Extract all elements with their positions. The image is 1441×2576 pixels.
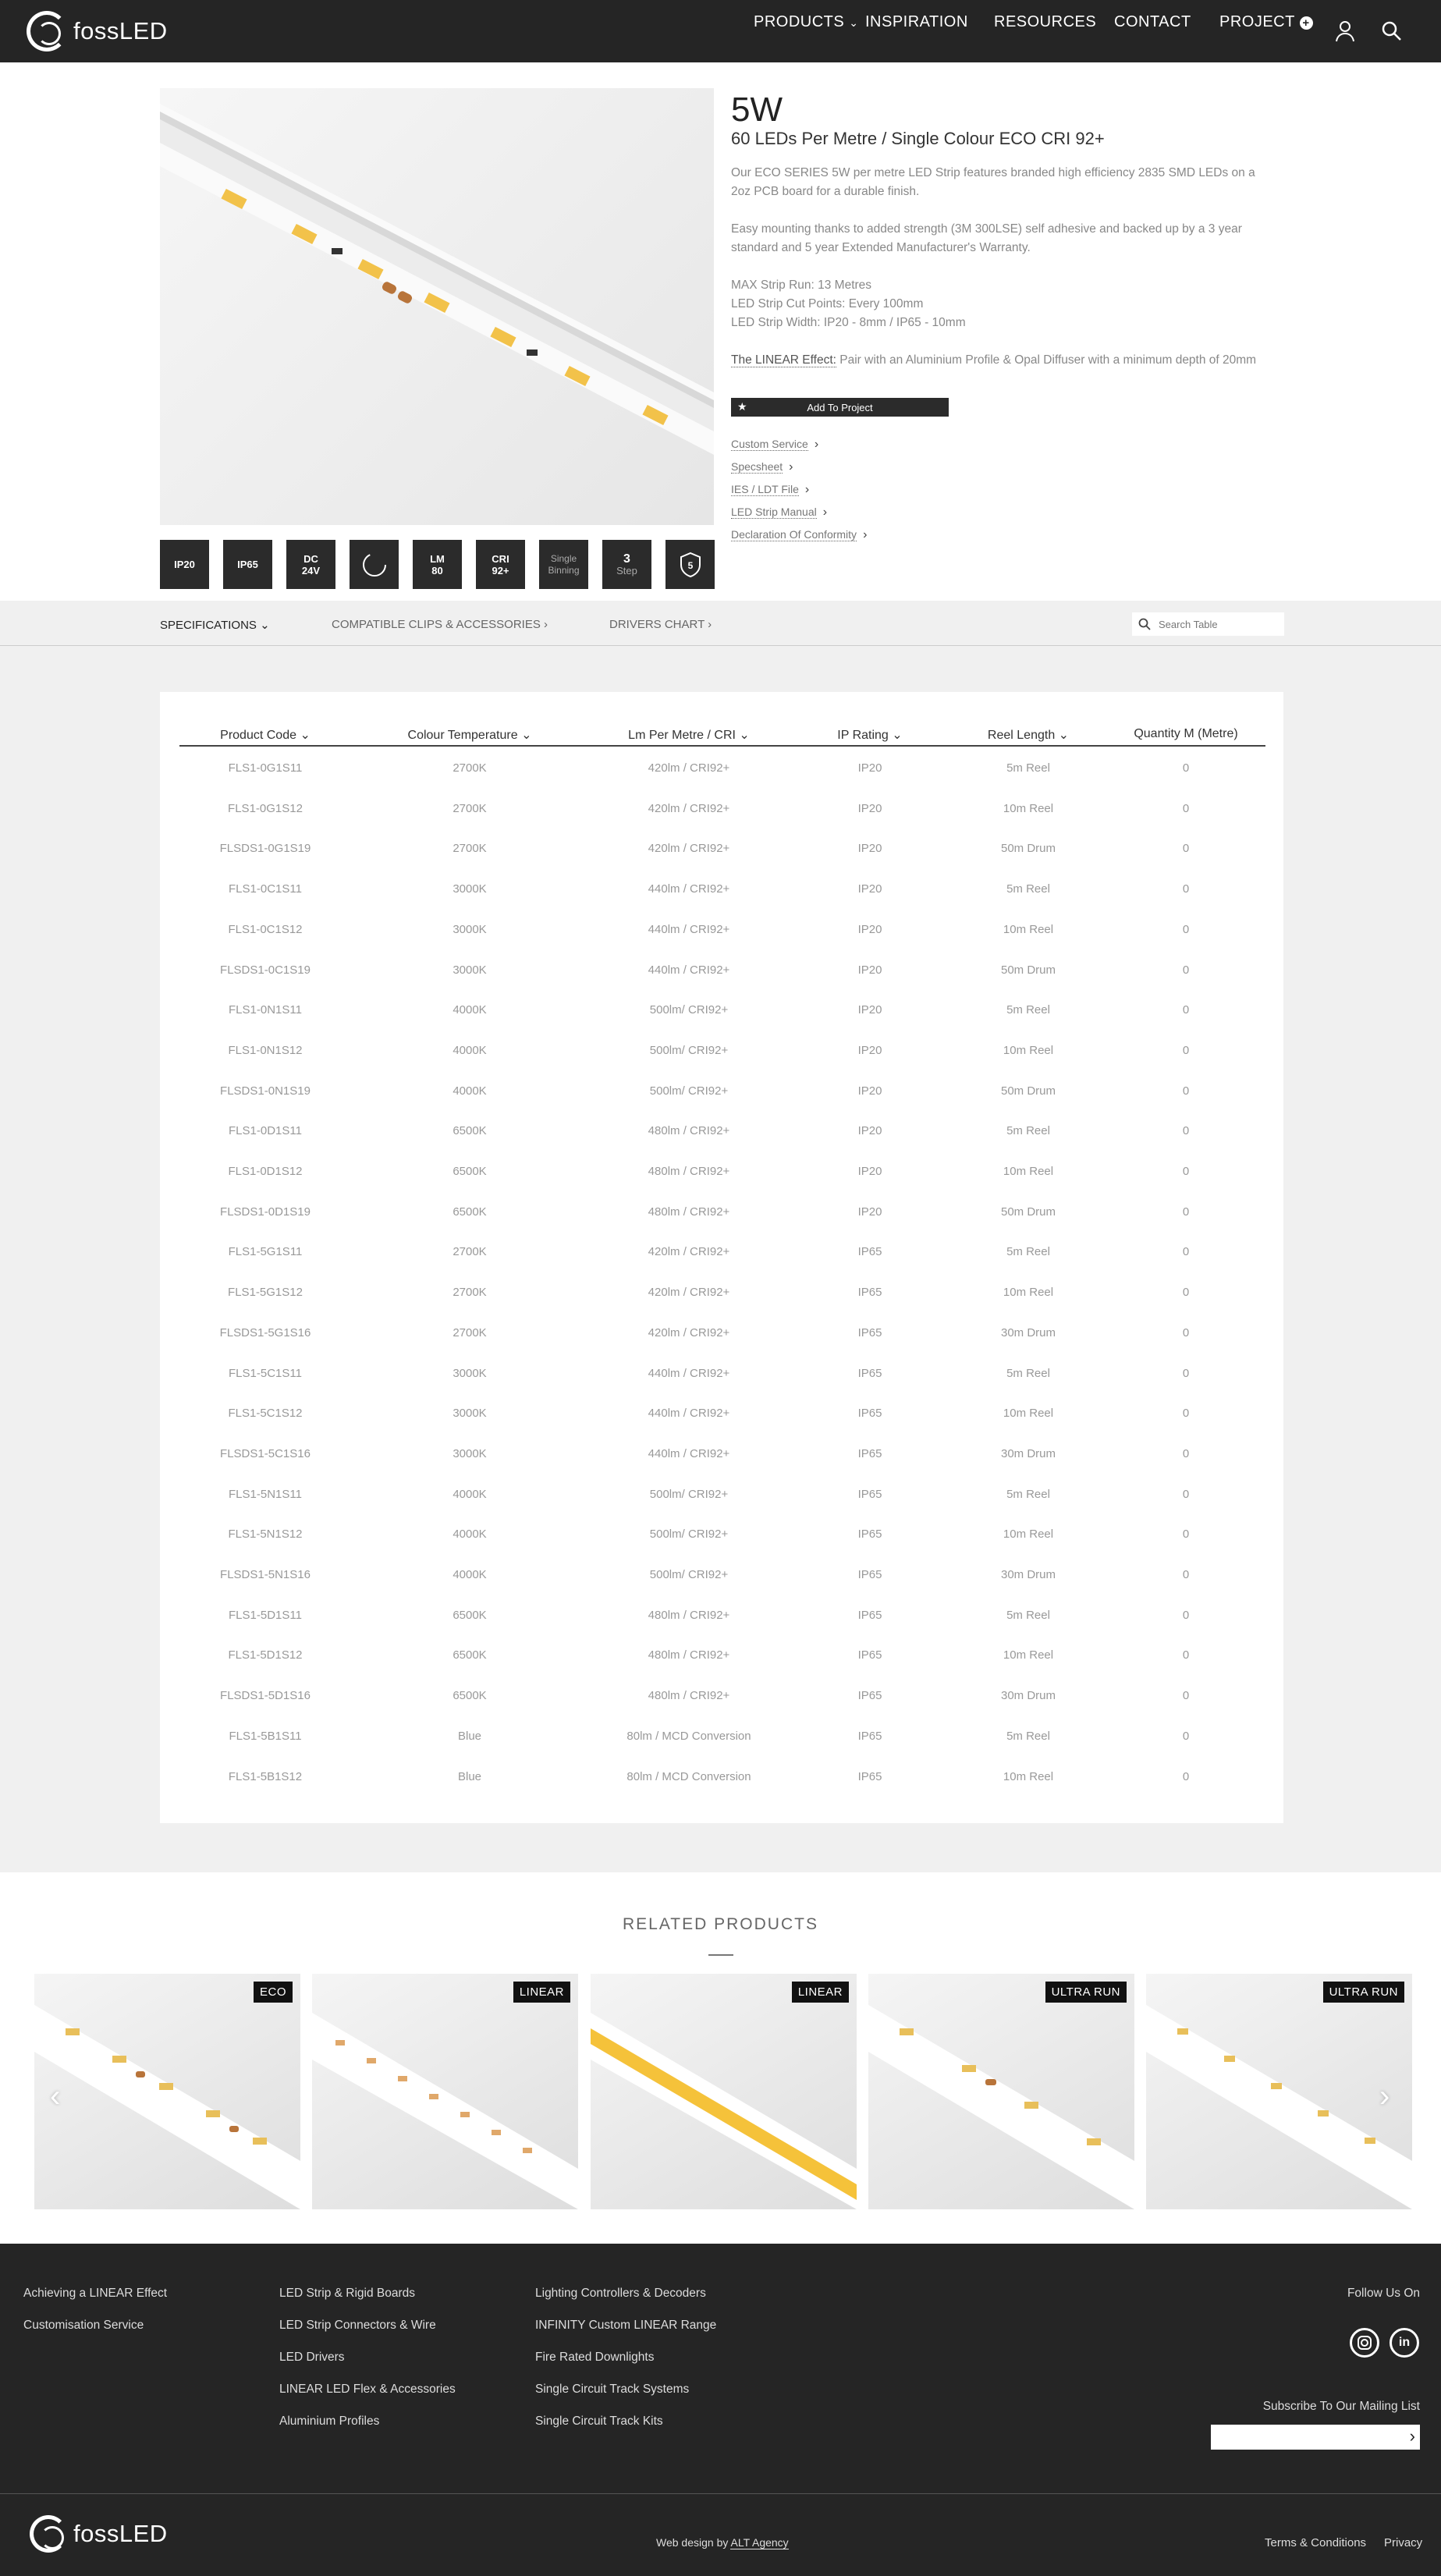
badge-dc24v: DC 24V [286,540,335,589]
badge-dimmable [350,540,399,589]
table-cell: FLS1-5D1S12 [228,1648,303,1662]
table-cell[interactable]: 0 [1182,1446,1190,1460]
table-cell: 50m Drum [1000,1084,1056,1098]
user-icon[interactable] [1333,19,1358,44]
table-cell: 80lm / MCD Conversion [626,1729,751,1743]
linkedin-icon[interactable]: in [1390,2328,1419,2358]
table-cell: IP20 [857,882,882,896]
table-row [179,747,1265,788]
carousel-next-icon[interactable]: › [1379,2079,1390,2113]
table-cell[interactable]: 0 [1182,1769,1190,1783]
description-paragraph: Our ECO SERIES 5W per metre LED Strip features branded high efficiency 2835 SMD LEDs on a 2oz PCB board for a durable finish. [731,166,1255,198]
table-cell[interactable]: 0 [1182,1245,1190,1259]
related-card[interactable] [868,1974,1134,2209]
link-led-strip-manual[interactable]: LED Strip Manual › [731,505,828,519]
table-cell: FLS1-5C1S12 [228,1407,303,1421]
table-cell[interactable]: 0 [1182,761,1190,775]
table-cell: IP65 [857,1446,882,1460]
footer-link[interactable]: Single Circuit Track Kits [535,2415,663,2428]
card-tag: ULTRA RUN [1323,1982,1404,2003]
table-cell: 30m Drum [1000,1325,1056,1339]
table-cell: FLS1-0D1S11 [229,1124,302,1138]
table-cell: 420lm / CRI92+ [648,842,730,856]
table-cell: FLSDS1-5N1S16 [220,1568,311,1581]
table-row [179,1634,1265,1675]
table-cell: 440lm / CRI92+ [648,922,730,936]
table-row [179,1030,1265,1070]
badge-ip65: IP65 [223,540,272,589]
table-cell: IP20 [857,842,882,856]
footer-link[interactable]: Achieving a LINEAR Effect [23,2287,168,2300]
related-card[interactable] [312,1974,578,2209]
table-cell: IP20 [857,1205,882,1219]
table-cell: 4000K [453,1084,487,1098]
add-to-project-button[interactable]: ★ Add To Project [731,398,949,417]
table-cell: 10m Reel [1003,1165,1054,1178]
spec-max-run: MAX Strip Run: 13 Metres [731,279,872,292]
table-cell: 4000K [453,1043,487,1057]
table-cell: 2700K [453,1325,487,1339]
col-ip-rating[interactable]: IP Rating ⌄ [837,729,903,742]
table-cell: FLS1-5G1S11 [228,1245,303,1259]
table-row [179,1433,1265,1474]
dimmer-icon [360,551,389,579]
table-cell: 440lm / CRI92+ [648,882,730,896]
table-cell[interactable]: 0 [1182,1205,1190,1219]
chevron-down-icon: ⌄ [849,16,859,29]
table-cell: FLSDS1-0N1S19 [220,1084,311,1098]
linear-effect-link[interactable]: The LINEAR Effect: [731,353,836,367]
table-cell: 6500K [453,1124,487,1138]
svg-text:5: 5 [687,559,693,571]
table-cell: 10m Reel [1003,1528,1054,1542]
footer-link[interactable]: Single Circuit Track Systems [535,2383,690,2396]
web-design-credit: Web design by ALT Agency [656,2536,789,2549]
terms-link[interactable]: Terms & Conditions [1265,2536,1367,2549]
footer-logo[interactable]: fossLED [30,2515,168,2553]
table-cell: FLS1-5D1S11 [229,1608,302,1622]
table-cell: IP20 [857,1124,882,1138]
footer-link[interactable]: LED Drivers [279,2351,345,2364]
logo-mark [27,11,67,51]
table-cell: IP20 [857,1043,882,1057]
plus-icon: + [1300,16,1313,30]
table-row [179,1595,1265,1635]
table-cell: 440lm / CRI92+ [648,1366,730,1380]
table-cell: FLS1-0N1S11 [229,1003,302,1017]
table-cell[interactable]: 0 [1182,1084,1190,1098]
table-row [179,1756,1265,1797]
related-products [0,1872,1441,2244]
table-row [179,788,1265,829]
table-cell[interactable]: 0 [1182,1325,1190,1339]
brand-name: fossLED [73,17,168,44]
table-cell: IP20 [857,761,882,775]
table-cell: 4000K [453,1487,487,1501]
table-cell: IP65 [857,1769,882,1783]
table-cell: FLS1-0G1S12 [228,801,303,815]
product-title: 5W [731,90,783,129]
link-declaration-of-conformity[interactable]: Declaration Of Conformity › [731,527,868,541]
table-cell: 4000K [453,1568,487,1581]
table-cell: IP20 [857,1084,882,1098]
chevron-right-icon: › [544,618,548,631]
table-cell: 3000K [453,882,487,896]
table-cell: IP20 [857,1165,882,1178]
footer-link[interactable]: LED Strip Connectors & Wire [279,2319,436,2332]
table-cell: 6500K [453,1648,487,1662]
table-cell: IP65 [857,1286,882,1300]
related-card[interactable] [1146,1974,1412,2209]
table-cell[interactable]: 0 [1182,1407,1190,1421]
table-cell: 3000K [453,922,487,936]
table-cell: 440lm / CRI92+ [648,1407,730,1421]
table-cell: IP20 [857,922,882,936]
search-icon [1138,618,1151,630]
card-tag: LINEAR [792,1982,849,2003]
table-cell: 440lm / CRI92+ [648,963,730,977]
footer-col-guides [23,2287,167,2351]
table-cell: FLS1-0N1S12 [228,1043,303,1057]
table-cell: 50m Drum [1000,842,1056,856]
table-cell[interactable]: 0 [1182,922,1190,936]
table-cell[interactable]: 0 [1182,1366,1190,1380]
footer-link[interactable]: LED Strip & Rigid Boards [279,2287,416,2300]
spec-cut-points: LED Strip Cut Points: Every 100mm [731,297,924,310]
table-cell: 440lm / CRI92+ [648,1446,730,1460]
resource-links [731,433,867,546]
table-cell: FLS1-0D1S12 [228,1165,303,1178]
carousel-prev-icon[interactable]: ‹ [50,2079,61,2113]
table-cell: IP65 [857,1729,882,1743]
search-icon[interactable] [1379,19,1404,44]
table-cell: 480lm / CRI92+ [648,1165,730,1178]
table-cell: 2700K [453,761,487,775]
nav-contact[interactable]: CONTACT [1114,12,1191,30]
table-cell[interactable]: 0 [1182,1124,1190,1138]
table-search-input[interactable]: Search Table [1132,612,1284,636]
table-cell: 500lm/ CRI92+ [649,1568,729,1581]
table-cell: 500lm/ CRI92+ [649,1043,729,1057]
product-description [731,164,1277,370]
table-cell: 5m Reel [1006,1487,1050,1501]
subscribe-label: Subscribe To Our Mailing List [1262,2400,1420,2413]
table-cell: FLS1-0C1S12 [228,922,303,936]
chevron-right-icon: › [814,437,819,451]
table-cell: FLS1-5N1S11 [229,1487,302,1501]
table-row [179,1312,1265,1353]
table-cell: IP65 [857,1245,882,1259]
table-cell: IP20 [857,801,882,815]
chevron-right-icon: › [863,527,868,541]
nav-products[interactable]: PRODUCTS ⌄ [754,12,859,30]
table-cell: 30m Drum [1000,1568,1056,1581]
table-row [179,949,1265,990]
table-cell: 420lm / CRI92+ [648,761,730,775]
footer-link[interactable]: LINEAR LED Flex & Accessories [279,2383,456,2396]
table-cell: 5m Reel [1006,1245,1050,1259]
related-card[interactable] [591,1974,857,2209]
table-cell: 6500K [453,1205,487,1219]
table-row [179,1474,1265,1514]
table-cell: IP20 [857,963,882,977]
footer-link[interactable]: INFINITY Custom LINEAR Range [535,2319,717,2332]
table-cell: IP65 [857,1325,882,1339]
table-cell: 480lm / CRI92+ [648,1124,730,1138]
table-cell[interactable]: 0 [1182,1568,1190,1581]
table-row [179,828,1265,868]
table-cell: IP65 [857,1528,882,1542]
table-cell[interactable]: 0 [1182,1608,1190,1622]
nav-resources[interactable]: RESOURCES [994,12,1097,30]
footer-col-systems [535,2287,716,2446]
chevron-right-icon: › [804,482,810,496]
table-cell: 30m Drum [1000,1689,1056,1703]
table-cell: 420lm / CRI92+ [648,1245,730,1259]
instagram-icon[interactable] [1350,2328,1379,2358]
product-subtitle: 60 LEDs Per Metre / Single Colour ECO CRI 92+ [731,129,1105,148]
table-cell: 5m Reel [1006,1124,1050,1138]
table-cell: FLS1-5B1S12 [228,1769,303,1783]
table-cell: 420lm / CRI92+ [648,1286,730,1300]
spec-table [160,692,1283,1823]
table-cell: IP65 [857,1648,882,1662]
spec-width: LED Strip Width: IP20 - 8mm / IP65 - 10mm [731,316,966,329]
warranty-paragraph: Easy mounting thanks to added strength (3M 300LSE) self adhesive and backed up by a 3 year standard and 5 year Extended Manufacturer's Warranty. [731,222,1242,254]
table-cell: FLS1-5G1S12 [228,1286,303,1300]
table-cell: 3000K [453,1446,487,1460]
table-cell[interactable]: 0 [1182,1729,1190,1743]
table-cell: 6500K [453,1608,487,1622]
table-row [179,1151,1265,1191]
table-row [179,989,1265,1030]
footer-link[interactable]: Aluminium Profiles [279,2415,380,2428]
submit-arrow-icon[interactable]: › [1409,2426,1415,2446]
chevron-right-icon: › [822,505,828,519]
table-row [179,868,1265,909]
product-image [160,88,714,525]
col-quantity: Quantity M (Metre) [1134,727,1238,740]
table-cell: 5m Reel [1006,1608,1050,1622]
follow-label: Follow Us On [1347,2287,1420,2300]
table-row [179,1716,1265,1756]
table-cell: 50m Drum [1000,963,1056,977]
table-row [179,1070,1265,1111]
table-row [179,1353,1265,1393]
table-cell: IP65 [857,1568,882,1581]
table-cell: 420lm / CRI92+ [648,1325,730,1339]
table-cell: FLSDS1-5C1S16 [220,1446,311,1460]
star-icon: ★ [737,400,747,413]
shield-icon [679,552,702,578]
table-cell: 10m Reel [1003,1769,1054,1783]
site-footer [0,2244,1441,2576]
table-cell[interactable]: 0 [1182,1689,1190,1703]
table-cell: 2700K [453,1286,487,1300]
title-divider [708,1954,733,1956]
table-cell[interactable]: 0 [1182,1528,1190,1542]
feature-badges [160,540,715,589]
table-cell[interactable]: 0 [1182,801,1190,815]
table-cell: FLS1-5C1S11 [229,1366,302,1380]
footer-divider [0,2493,1441,2494]
table-cell: 5m Reel [1006,1366,1050,1380]
alt-agency-link[interactable]: ALT Agency [730,2536,789,2549]
table-cell: 6500K [453,1165,487,1178]
product-section [0,62,1441,601]
table-cell: 2700K [453,842,487,856]
nav-project[interactable]: PROJECT + [1219,13,1313,31]
table-cell: 80lm / MCD Conversion [626,1769,751,1783]
table-cell: 5m Reel [1006,1729,1050,1743]
table-cell: 480lm / CRI92+ [648,1608,730,1622]
chevron-down-icon: ⌄ [260,619,270,632]
table-cell[interactable]: 0 [1182,1487,1190,1501]
footer-link[interactable]: Fire Rated Downlights [535,2351,655,2364]
table-cell: 10m Reel [1003,1286,1054,1300]
footer-link[interactable]: Customisation Service [23,2319,144,2332]
link-custom-service[interactable]: Custom Service › [731,437,819,451]
table-cell: Blue [457,1729,482,1743]
table-row [179,1554,1265,1595]
col-colour-temperature[interactable]: Colour Temperature ⌄ [407,729,532,742]
card-tag: ULTRA RUN [1045,1982,1127,2003]
table-cell[interactable]: 0 [1182,842,1190,856]
table-cell: IP65 [857,1608,882,1622]
tab-drivers-chart[interactable]: DRIVERS CHART › [609,618,712,631]
table-cell[interactable]: 0 [1182,1165,1190,1178]
table-row [179,1231,1265,1272]
logo-mark [30,2515,67,2553]
tab-specifications[interactable]: SPECIFICATIONS ⌄ [160,619,270,632]
privacy-link[interactable]: Privacy [1384,2536,1423,2549]
col-product-code[interactable]: Product Code ⌄ [220,729,311,742]
table-header [179,708,1265,747]
table-cell: 500lm/ CRI92+ [649,1003,729,1017]
table-row [179,1513,1265,1554]
table-row [179,909,1265,949]
table-cell[interactable]: 0 [1182,1003,1190,1017]
nav-inspiration[interactable]: INSPIRATION [865,12,968,30]
table-row [179,1191,1265,1232]
brand-logo[interactable] [27,11,168,51]
table-cell: 500lm/ CRI92+ [649,1528,729,1542]
table-cell: 30m Drum [1000,1446,1056,1460]
badge-single-binning: Single Binning [539,540,588,589]
related-title: RELATED PRODUCTS [623,1915,818,1933]
table-cell: FLS1-5N1S12 [228,1528,303,1542]
table-cell: 10m Reel [1003,1407,1054,1421]
table-cell: 500lm/ CRI92+ [649,1487,729,1501]
table-cell[interactable]: 0 [1182,882,1190,896]
table-cell: 3000K [453,963,487,977]
table-cell: FLSDS1-5G1S16 [219,1325,311,1339]
table-cell: Blue [457,1769,482,1783]
table-cell: IP65 [857,1487,882,1501]
table-cell: 6500K [453,1689,487,1703]
tab-compatible-clips[interactable]: COMPATIBLE CLIPS & ACCESSORIES › [332,618,548,631]
site-header [0,0,1441,62]
table-cell: 10m Reel [1003,922,1054,936]
table-cell: FLS1-0G1S11 [228,761,303,775]
table-cell: 420lm / CRI92+ [648,801,730,815]
chevron-right-icon: › [789,459,793,474]
table-cell[interactable]: 0 [1182,1043,1190,1057]
link-specsheet[interactable]: Specsheet › [731,459,793,474]
table-cell: 10m Reel [1003,801,1054,815]
subscribe-email-input[interactable] [1211,2425,1420,2450]
table-cell[interactable]: 0 [1182,1286,1190,1300]
footer-link[interactable]: Lighting Controllers & Decoders [535,2287,706,2300]
table-cell: 480lm / CRI92+ [648,1648,730,1662]
table-cell: 10m Reel [1003,1648,1054,1662]
table-cell: IP65 [857,1689,882,1703]
spec-tabs [0,601,1441,646]
badge-cri92: CRI 92+ [476,540,525,589]
table-row [179,1272,1265,1312]
table-cell: FLSDS1-0C1S19 [220,963,311,977]
table-cell: 4000K [453,1003,487,1017]
table-cell: 5m Reel [1006,1003,1050,1017]
table-row [179,1393,1265,1433]
table-cell[interactable]: 0 [1182,1648,1190,1662]
footer-col-products [279,2287,456,2446]
link-ies-ldt-file[interactable]: IES / LDT File › [731,482,810,496]
table-cell: IP65 [857,1366,882,1380]
table-cell: IP65 [857,1407,882,1421]
card-tag: ECO [254,1982,293,2003]
table-cell: 500lm/ CRI92+ [649,1084,729,1098]
table-row [179,1110,1265,1151]
linear-effect-note: The LINEAR Effect: Pair with an Aluminium Profile & Opal Diffuser with a minimum depth of 20mm [731,353,1257,367]
table-cell[interactable]: 0 [1182,963,1190,977]
table-cell: FLS1-0C1S11 [229,882,302,896]
badge-3-step: 3 Step [602,540,651,589]
table-cell: 10m Reel [1003,1043,1054,1057]
table-cell: IP20 [857,1003,882,1017]
col-lm-per-metre[interactable]: Lm Per Metre / CRI ⌄ [628,729,750,742]
chevron-right-icon: › [708,618,712,631]
table-cell: 4000K [453,1528,487,1542]
badge-ip20: IP20 [160,540,209,589]
table-cell: 3000K [453,1407,487,1421]
table-cell: 3000K [453,1366,487,1380]
table-cell: FLSDS1-5D1S16 [220,1689,311,1703]
col-reel-length[interactable]: Reel Length ⌄ [987,729,1070,742]
table-cell: 480lm / CRI92+ [648,1689,730,1703]
table-cell: FLSDS1-0D1S19 [220,1205,311,1219]
badge-lm80: LM 80 [413,540,462,589]
table-cell: FLS1-5B1S11 [229,1729,302,1743]
table-cell: 2700K [453,801,487,815]
table-cell: 2700K [453,1245,487,1259]
table-cell: 50m Drum [1000,1205,1056,1219]
related-card[interactable] [34,1974,300,2209]
table-cell: 480lm / CRI92+ [648,1205,730,1219]
badge-warranty [665,540,715,589]
table-row [179,1675,1265,1716]
card-tag: LINEAR [513,1982,570,2003]
table-cell: FLSDS1-0G1S19 [219,842,311,856]
table-cell: 5m Reel [1006,761,1050,775]
table-cell: 5m Reel [1006,882,1050,896]
